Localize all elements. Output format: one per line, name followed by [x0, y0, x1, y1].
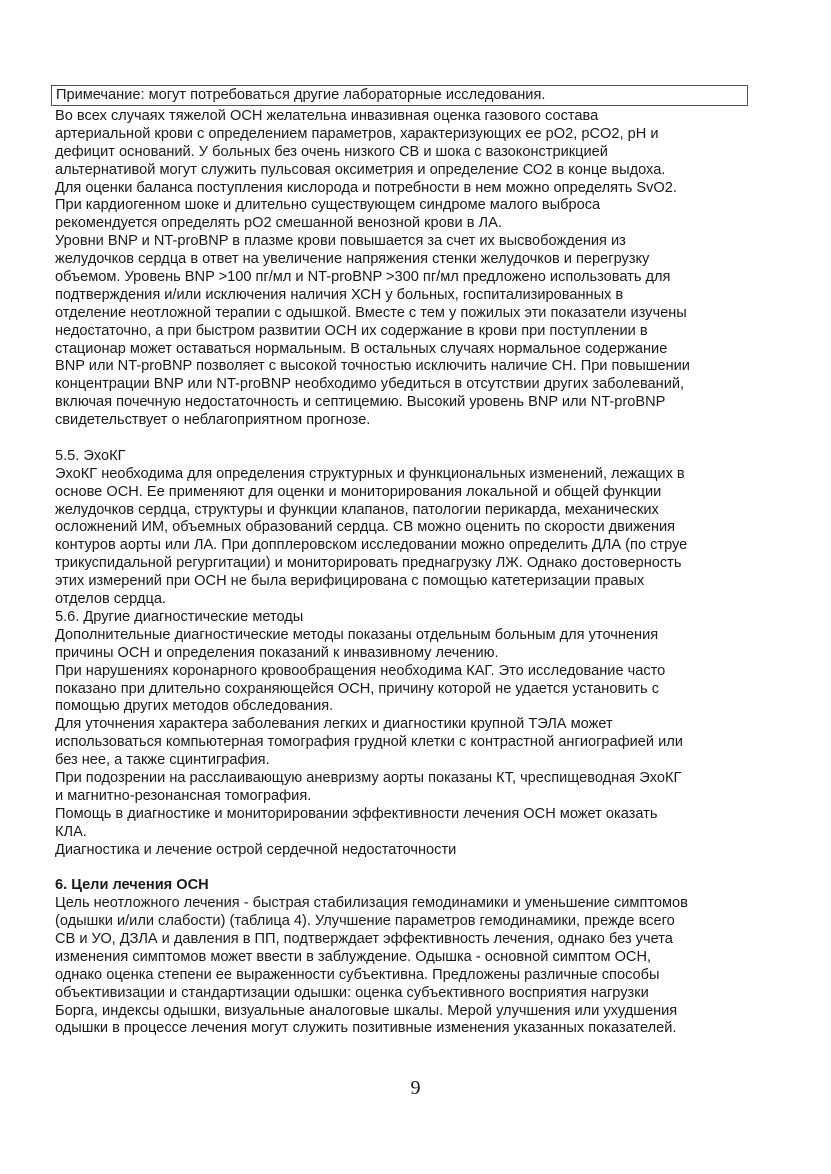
text-line: и магнитно-резонансная томография. [55, 787, 312, 804]
text-line: показано при длительно сохраняющейся ОСН, причину которой не удается установить с [55, 680, 660, 697]
text-line: При кардиогенном шоке и длительно существующем синдроме малого выброса [55, 197, 601, 214]
lab-note-box: Примечание: могут потребоваться другие лабораторные исследования. [51, 85, 748, 106]
paragraph-gap [55, 430, 755, 448]
text-line: рекомендуется определять pO2 смешанной венозной крови в ЛА. [55, 215, 502, 232]
text-line: трикуспидальной регургитации) и мониторировать преднагрузку ЛЖ. Однако достоверность [55, 555, 682, 572]
text-line: причины ОСН и определения показаний к инвазивному лечению. [55, 644, 499, 661]
text-line: желудочков сердца, структуры и функции клапанов, патологии перикарда, механических [55, 501, 659, 518]
text-line: альтернативой могут служить пульсовая оксиметрия и определение СО2 в конце выдоха. [55, 161, 666, 178]
page-number: 9 [410, 1077, 421, 1099]
text-line: ЭхоКГ необходима для определения структурных и функциональных изменений, лежащих в [55, 465, 685, 482]
text-line: одышки в процессе лечения могут служить позитивные изменения указанных показателей. [55, 1020, 677, 1037]
text-line: изменения симптомов может ввести в заблуждение. Одышка - основной симптом ОСН, [55, 948, 652, 965]
treatment-goals-section [55, 877, 755, 1038]
text-line: контуров аорты или ЛА. При допплеровском исследовании можно определить ДЛА (по струе [55, 537, 688, 554]
section-heading-treatment-goals: 6. Цели лечения ОСН [55, 877, 209, 894]
text-line: При нарушениях коронарного кровообращения необходима КАГ. Это исследование часто [55, 662, 666, 679]
text-line: артериальной крови с определением параметров, характеризующих ее pO2, pCO2, pH и [55, 125, 659, 142]
text-line: желудочков сердца в ответ на увеличение напряжения стенки желудочков и перегрузку [55, 251, 650, 268]
body-text [55, 108, 755, 1038]
text-line: помощью других методов обследования. [55, 698, 334, 715]
text-line: При подозрении на расслаивающую аневризму аорты показаны КТ, чреспищеводная ЭхоКГ [55, 769, 682, 786]
text-line: недостаточно, а при быстром развитии ОСН их содержание в крови при поступлении в [55, 322, 648, 339]
text-line: Во всех случаях тяжелой ОСН желательна инвазивная оценка газового состава [55, 108, 599, 124]
text-line: включая почечную недостаточность и септицемию. Высокий уровень BNP или NT-proBNP [55, 394, 666, 411]
text-line: однако оценка степени ее выраженности субъективна. Предложены различные способы [55, 966, 660, 983]
text-line: отделов сердца. [55, 591, 166, 608]
text-line: свидетельствует о неблагоприятном прогнозе. [55, 412, 371, 429]
text-line: отделение неотложной терапии с одышкой. Вместе с тем у пожилых эти показатели изучены [55, 304, 687, 321]
text-line: без нее, а также сцинтиграфия. [55, 752, 270, 769]
text-line: Для уточнения характера заболевания легких и диагностики крупной ТЭЛА может [55, 716, 613, 733]
text-line: Уровни BNP и NT-proBNP в плазме крови повышается за счет их высвобождения из [55, 233, 626, 250]
text-line: основе ОСН. Ее применяют для оценки и мониторирования локальной и общей функции [55, 483, 662, 500]
paragraph-gap [55, 859, 755, 877]
text-line: BNP или NT-proBNP позволяет с высокой точностью исключить наличие СН. При повышении [55, 358, 690, 375]
section-heading-echo: 5.5. ЭхоКГ [55, 447, 126, 464]
text-line: осложнений ИМ, объемных образований сердца. СВ можно оценить по скорости движения [55, 519, 676, 536]
echo-and-other-methods-section [55, 448, 755, 859]
text-line: СВ и УО, ДЗЛА и давления в ПП, подтверждает эффективность лечения, однако без учета [55, 930, 673, 947]
text-line: Помощь в диагностике и мониторировании эффективности лечения ОСН может оказать [55, 805, 658, 822]
section-heading-other-methods: 5.6. Другие диагностические методы [55, 608, 304, 625]
text-line: концентрации BNP или NT-proBNP необходимо убедиться в отсутствии других заболеваний, [55, 376, 685, 393]
text-line: (одышки и/или слабости) (таблица 4). Улучшение параметров гемодинамики, прежде всего [55, 913, 675, 930]
text-line: подтверждения и/или исключения наличия ХСН у больных, госпитализированных в [55, 286, 624, 303]
text-line: использоваться компьютерная томография грудной клетки с контрастной ангиографией или [55, 734, 683, 751]
text-line: Борга, индексы одышки, визуальные аналоговые шкалы. Мерой улучшения или ухудшения [55, 1002, 678, 1019]
text-line: Дополнительные диагностические методы показаны отдельным больным для уточнения [55, 626, 659, 643]
text-line: этих измерений при ОСН не была верифицирована с помощью катетеризации правых [55, 573, 645, 590]
blood-gas-bnp-paragraphs [55, 108, 755, 430]
text-line: стационар может оставаться нормальным. В остальных случаях нормальное содержание [55, 340, 668, 357]
text-line: КЛА. [55, 823, 87, 840]
text-line: дефицит оснований. У больных без очень низкого СВ и шока с вазоконстрикцией [55, 143, 608, 160]
text-line: Цель неотложного лечения - быстрая стабилизация гемодинамики и уменьшение симптомов [55, 895, 688, 912]
text-line: объективизации и стандартизации одышки: оценка субъективного восприятия нагрузки [55, 984, 649, 1001]
text-line: объемом. Уровень BNP >100 пг/мл и NT-proBNP >300 пг/мл предложено использовать для [55, 269, 671, 286]
running-header-line: Диагностика и лечение острой сердечной недостаточности [55, 841, 457, 858]
text-line: Для оценки баланса поступления кислорода и потребности в нем можно определять SvO2. [55, 179, 677, 196]
